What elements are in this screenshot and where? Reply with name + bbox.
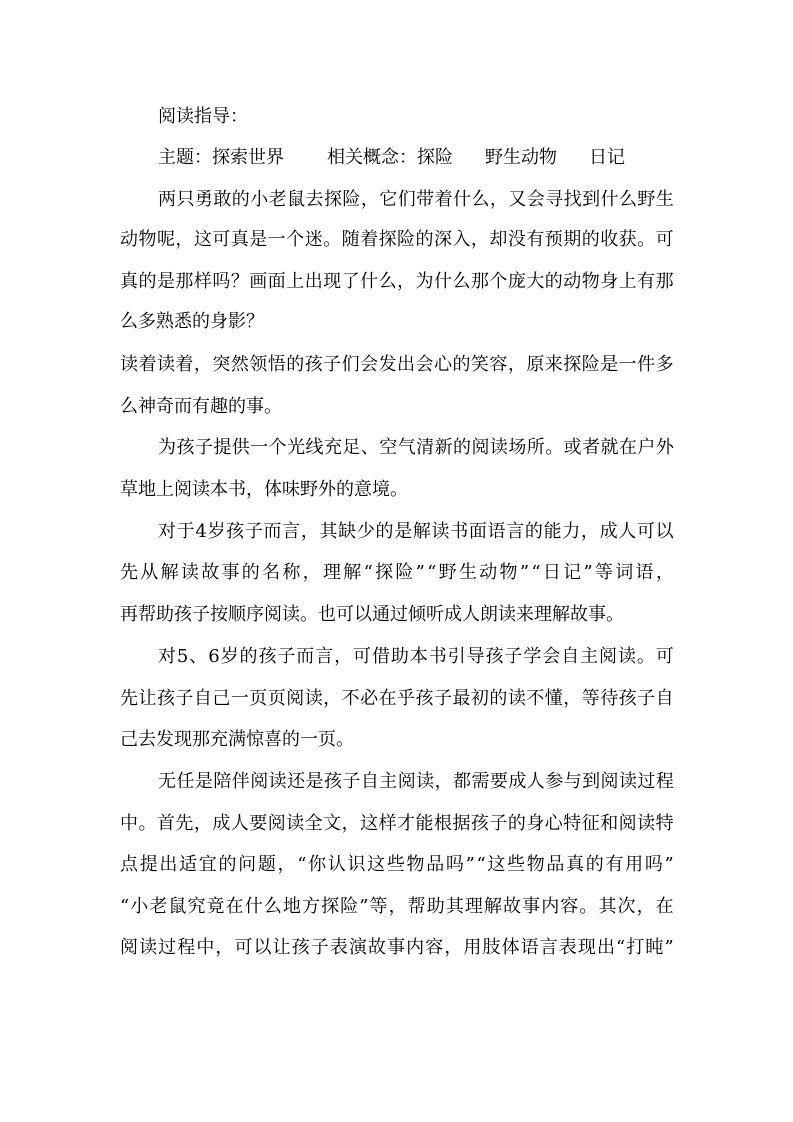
body-line: 阅 读 过 程 中 ， 可 以 让 孩 子 表 演 故 事 内 容 ， 用 肢 体 语 言 表 现 出 “ 打 盹 ”	[120, 937, 674, 958]
theme-label: 主题：探索世界	[158, 147, 284, 168]
body-line: 中 。 首 先 ， 成 人 要 阅 读 全 文 ， 这 样 才 能 根 据 孩 子 的 身 心 特 征 和 阅 读 特	[120, 813, 674, 834]
body-line: 草地上阅读本书，体味野外的意境。	[120, 479, 408, 500]
body-line: 再帮助孩子按顺序阅读。也可以通过倾听成人朗读来理解故事。	[120, 604, 624, 625]
body-line: 点 提 出 适 宜 的 问 题 ， “ 你 认 识 这 些 物 品 吗 ” “ 这 些 物 品 真 的 有 用 吗 ”	[120, 854, 674, 875]
body-line: 为 孩 子 提 供 一 个 光 线 充 足 、 空 气 清 新 的 阅 读 场 所 。 或 者 就 在 户 外	[158, 437, 674, 458]
body-line: “ 小 老 鼠 究 竟 在 什 么 地 方 探 险 ” 等 ， 帮 助 其 理 解 故 事 内 容 。 其 次 ， 在	[120, 896, 674, 917]
body-line: 动 物 呢 ， 这 可 真 是 一 个 迷 。 随 着 探 险 的 深 入 ， 却 没 有 预 期 的 收 获 。 可	[120, 229, 674, 250]
body-line: 对 于 4 岁 孩 子 而 言 ， 其 缺 少 的 是 解 读 书 面 语 言 的 能 力 ， 成 人 可 以	[158, 521, 674, 542]
body-line: 么多熟悉的身影？	[120, 311, 264, 332]
body-line: 读 着 读 着 ， 突 然 领 悟 的 孩 子 们 会 发 出 会 心 的 笑 容 ， 原 来 探 险 是 一 件 多	[120, 354, 674, 375]
body-line: 两 只 勇 敢 的 小 老 鼠 去 探 险 ， 它 们 带 着 什 么 ， 又 会 寻 找 到 什 么 野 生	[158, 189, 674, 210]
body-line: 先 让 孩 子 自 己 一 页 页 阅 读 ， 不 必 在 乎 孩 子 最 初 的 读 不 懂 ， 等 待 孩 子 自	[120, 688, 674, 709]
concepts-label: 相关概念：探险	[327, 147, 453, 168]
concept-wildlife: 野生动物	[485, 147, 557, 168]
concept-diary: 日记	[589, 147, 625, 168]
body-line: 先 从 解 读 故 事 的 名 称 ， 理 解 “ 探 险 ” “ 野 生 动 物 ” “ 日 记 ” 等 词 语 ，	[120, 562, 674, 583]
reading-guide-heading: 阅读指导：	[158, 106, 248, 127]
body-line: 真 的 是 那 样 吗 ？ 画 面 上 出 现 了 什 么 ， 为 什 么 那 个 庞 大 的 动 物 身 上 有 那	[120, 271, 674, 292]
body-line: 己去发现那充满惊喜的一页。	[120, 729, 354, 750]
body-line: 无 任 是 陪 伴 阅 读 还 是 孩 子 自 主 阅 读 ， 都 需 要 成 人 参 与 到 阅 读 过 程	[158, 771, 674, 792]
body-line: 对 5 、 6 岁 的 孩 子 而 言 ， 可 借 助 本 书 引 导 孩 子 学 会 自 主 阅 读 。 可	[158, 646, 674, 667]
body-line: 么神奇而有趣的事。	[120, 396, 282, 417]
